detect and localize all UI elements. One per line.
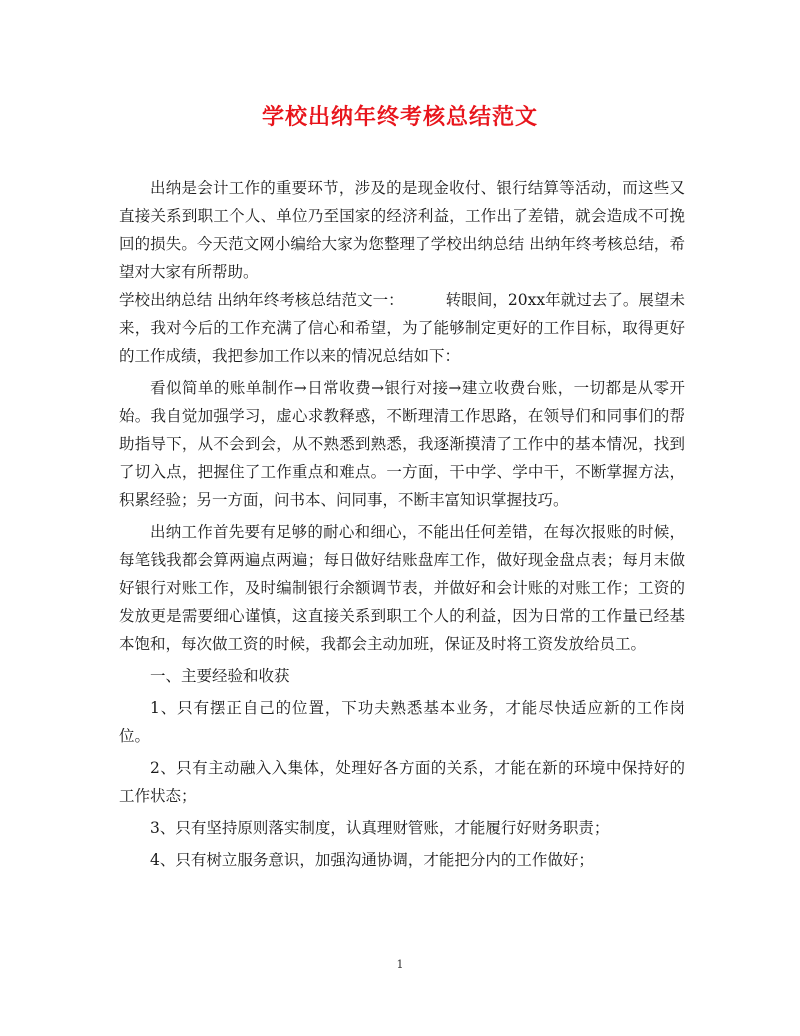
section-label: 学校出纳总结 出纳年终考核总结范文一： [119, 291, 404, 309]
intro-paragraph: 出纳是会计工作的重要环节，涉及的是现金收付、银行结算等活动，而这些又直接关系到职工个人、单位乃至国家的经济利益，工作出了差错，就会造成不可挽回的损失。今天范文网小编给大家为您整理了学校出纳总结 出纳年终考核总结，希望对大家有所帮助。 [119, 179, 685, 281]
paragraph-1: 看似简单的账单制作→日常收费→银行对接→建立收费台账，一切都是从零开始。我自觉加强学习，虚心求教释惑，不断理清工作思路，在领导们和同事们的帮助指导下，从不会到会，从不熟悉到熟悉，我逐渐摸清了工作中的基本情况，找到了切入点，把握住了工作重点和难点。一方面，干中学、学中干，不断掌握方法，积累经验；另一方面，问书本、问同事，不断丰富知识掌握技巧。 [119, 379, 685, 509]
list-item-1: 1、只有摆正自己的位置，下功夫熟悉基本业务，才能尽快适应新的工作岗位。 [119, 699, 685, 745]
heading-main-experience: 一、主要经验和收获 [150, 667, 290, 685]
page-number: 1 [396, 958, 404, 971]
paragraph-2: 出纳工作首先要有足够的耐心和细心，不能出任何差错，在每次报账的时候，每笔钱我都会算两遍点两遍；每日做好结账盘库工作，做好现金盘点表；每月末做好银行对账工作，及时编制银行余额调节表，并做好和会计账的对账工作；工资的发放更是需要细心谨慎，这直接关系到职工个人的利益，因为日常的工作量已经基本饱和，每次做工资的时候，我都会主动加班，保证及时将工资发放给员工。 [119, 523, 685, 653]
list-item-2: 2、只有主动融入入集体，处理好各方面的关系，才能在新的环境中保持好的工作状态； [119, 759, 685, 805]
section-text: 转眼间，20xx年就过去了。展望未来，我对今后的工作充满了信心和希望，为了能够制定更好的工作目标，取得更好的工作成绩，我把参加工作以来的情况总结如下： [119, 291, 685, 365]
document-title: 学校出纳年终考核总结范文 [261, 104, 538, 130]
section-intro-paragraph [119, 286, 685, 370]
list-item-4: 4、只有树立服务意识，加强沟通协调，才能把分内的工作做好； [150, 851, 594, 869]
list-item-3: 3、只有坚持原则落实制度，认真理财管账，才能履行好财务职责； [150, 819, 610, 837]
document-body [119, 174, 685, 874]
